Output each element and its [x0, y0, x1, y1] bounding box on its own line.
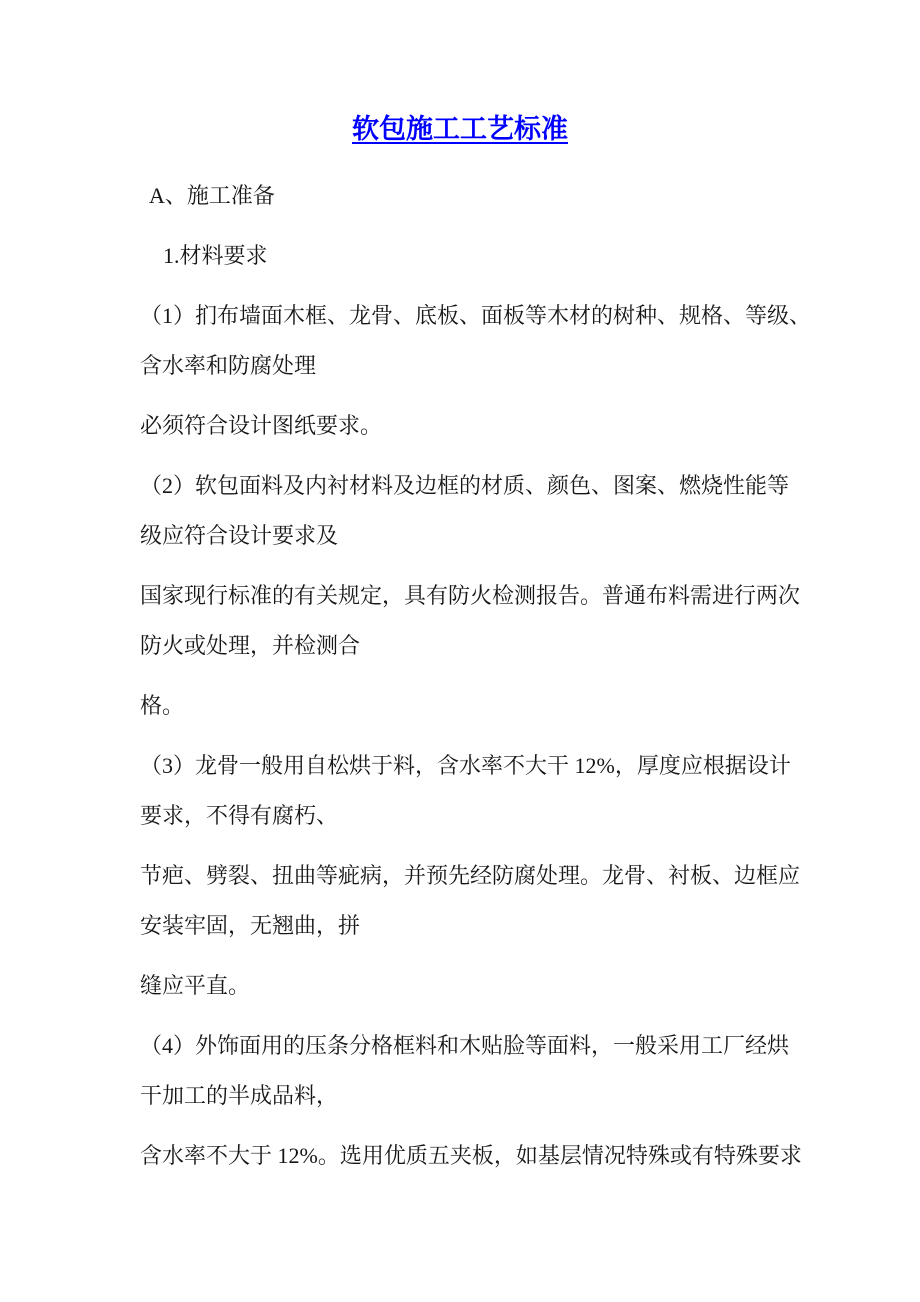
doc-line-p7-l2: 安装牢固，无翘曲，拼 [140, 913, 361, 938]
doc-line-section-a: A、施工准备 [149, 183, 275, 208]
doc-line-p7-l1: 节疤、劈裂、扭曲等疵病，并预先经防腐处理。龙骨、衬板、边框应 [140, 863, 801, 888]
doc-line-p9-l2: 干加工的半成品料， [140, 1083, 339, 1108]
doc-line-item-1: 1.材料要求 [163, 243, 268, 268]
doc-line-p6-l2: 要求，不得有腐朽、 [140, 803, 339, 828]
doc-line-p9-l1: （4）外饰面用的压条分格框料和木贴脸等面料，一般采用工厂经烘 [140, 1033, 790, 1058]
doc-line-p2: 必须符合设计图纸要求。 [140, 413, 383, 438]
doc-line-p3-l2: 级应符合设计要求及 [140, 523, 339, 548]
doc-line-p3-l1: （2）软包面料及内衬材料及边框的材质、颜色、图案、燃烧性能等 [140, 473, 790, 498]
doc-line-p5: 格。 [140, 693, 185, 718]
doc-line-p1-l1: （1）扪布墙面木框、龙骨、底板、面板等木材的树种、规格、等级、 [140, 303, 812, 328]
doc-line-p4-l2: 防火或处理，并检测合 [140, 633, 361, 658]
document-title [0, 0, 920, 148]
doc-line-p1-l2: 含水率和防腐处理 [140, 353, 317, 378]
doc-line-p4-l1: 国家现行标准的有关规定，具有防火检测报告。普通布料需进行两次 [140, 583, 801, 608]
doc-line-p8: 缝应平直。 [140, 973, 251, 998]
document-title-text: 软包施工工艺标准 [352, 114, 568, 144]
doc-line-p10: 含水率不大于 12%。选用优质五夹板，如基层情况特殊或有特殊要求 [140, 1143, 802, 1168]
doc-line-p6-l1: （3）龙骨一般用自松烘于料，含水率不大干 12%，厚度应根据设计 [140, 753, 791, 778]
document-body [0, 148, 920, 1181]
